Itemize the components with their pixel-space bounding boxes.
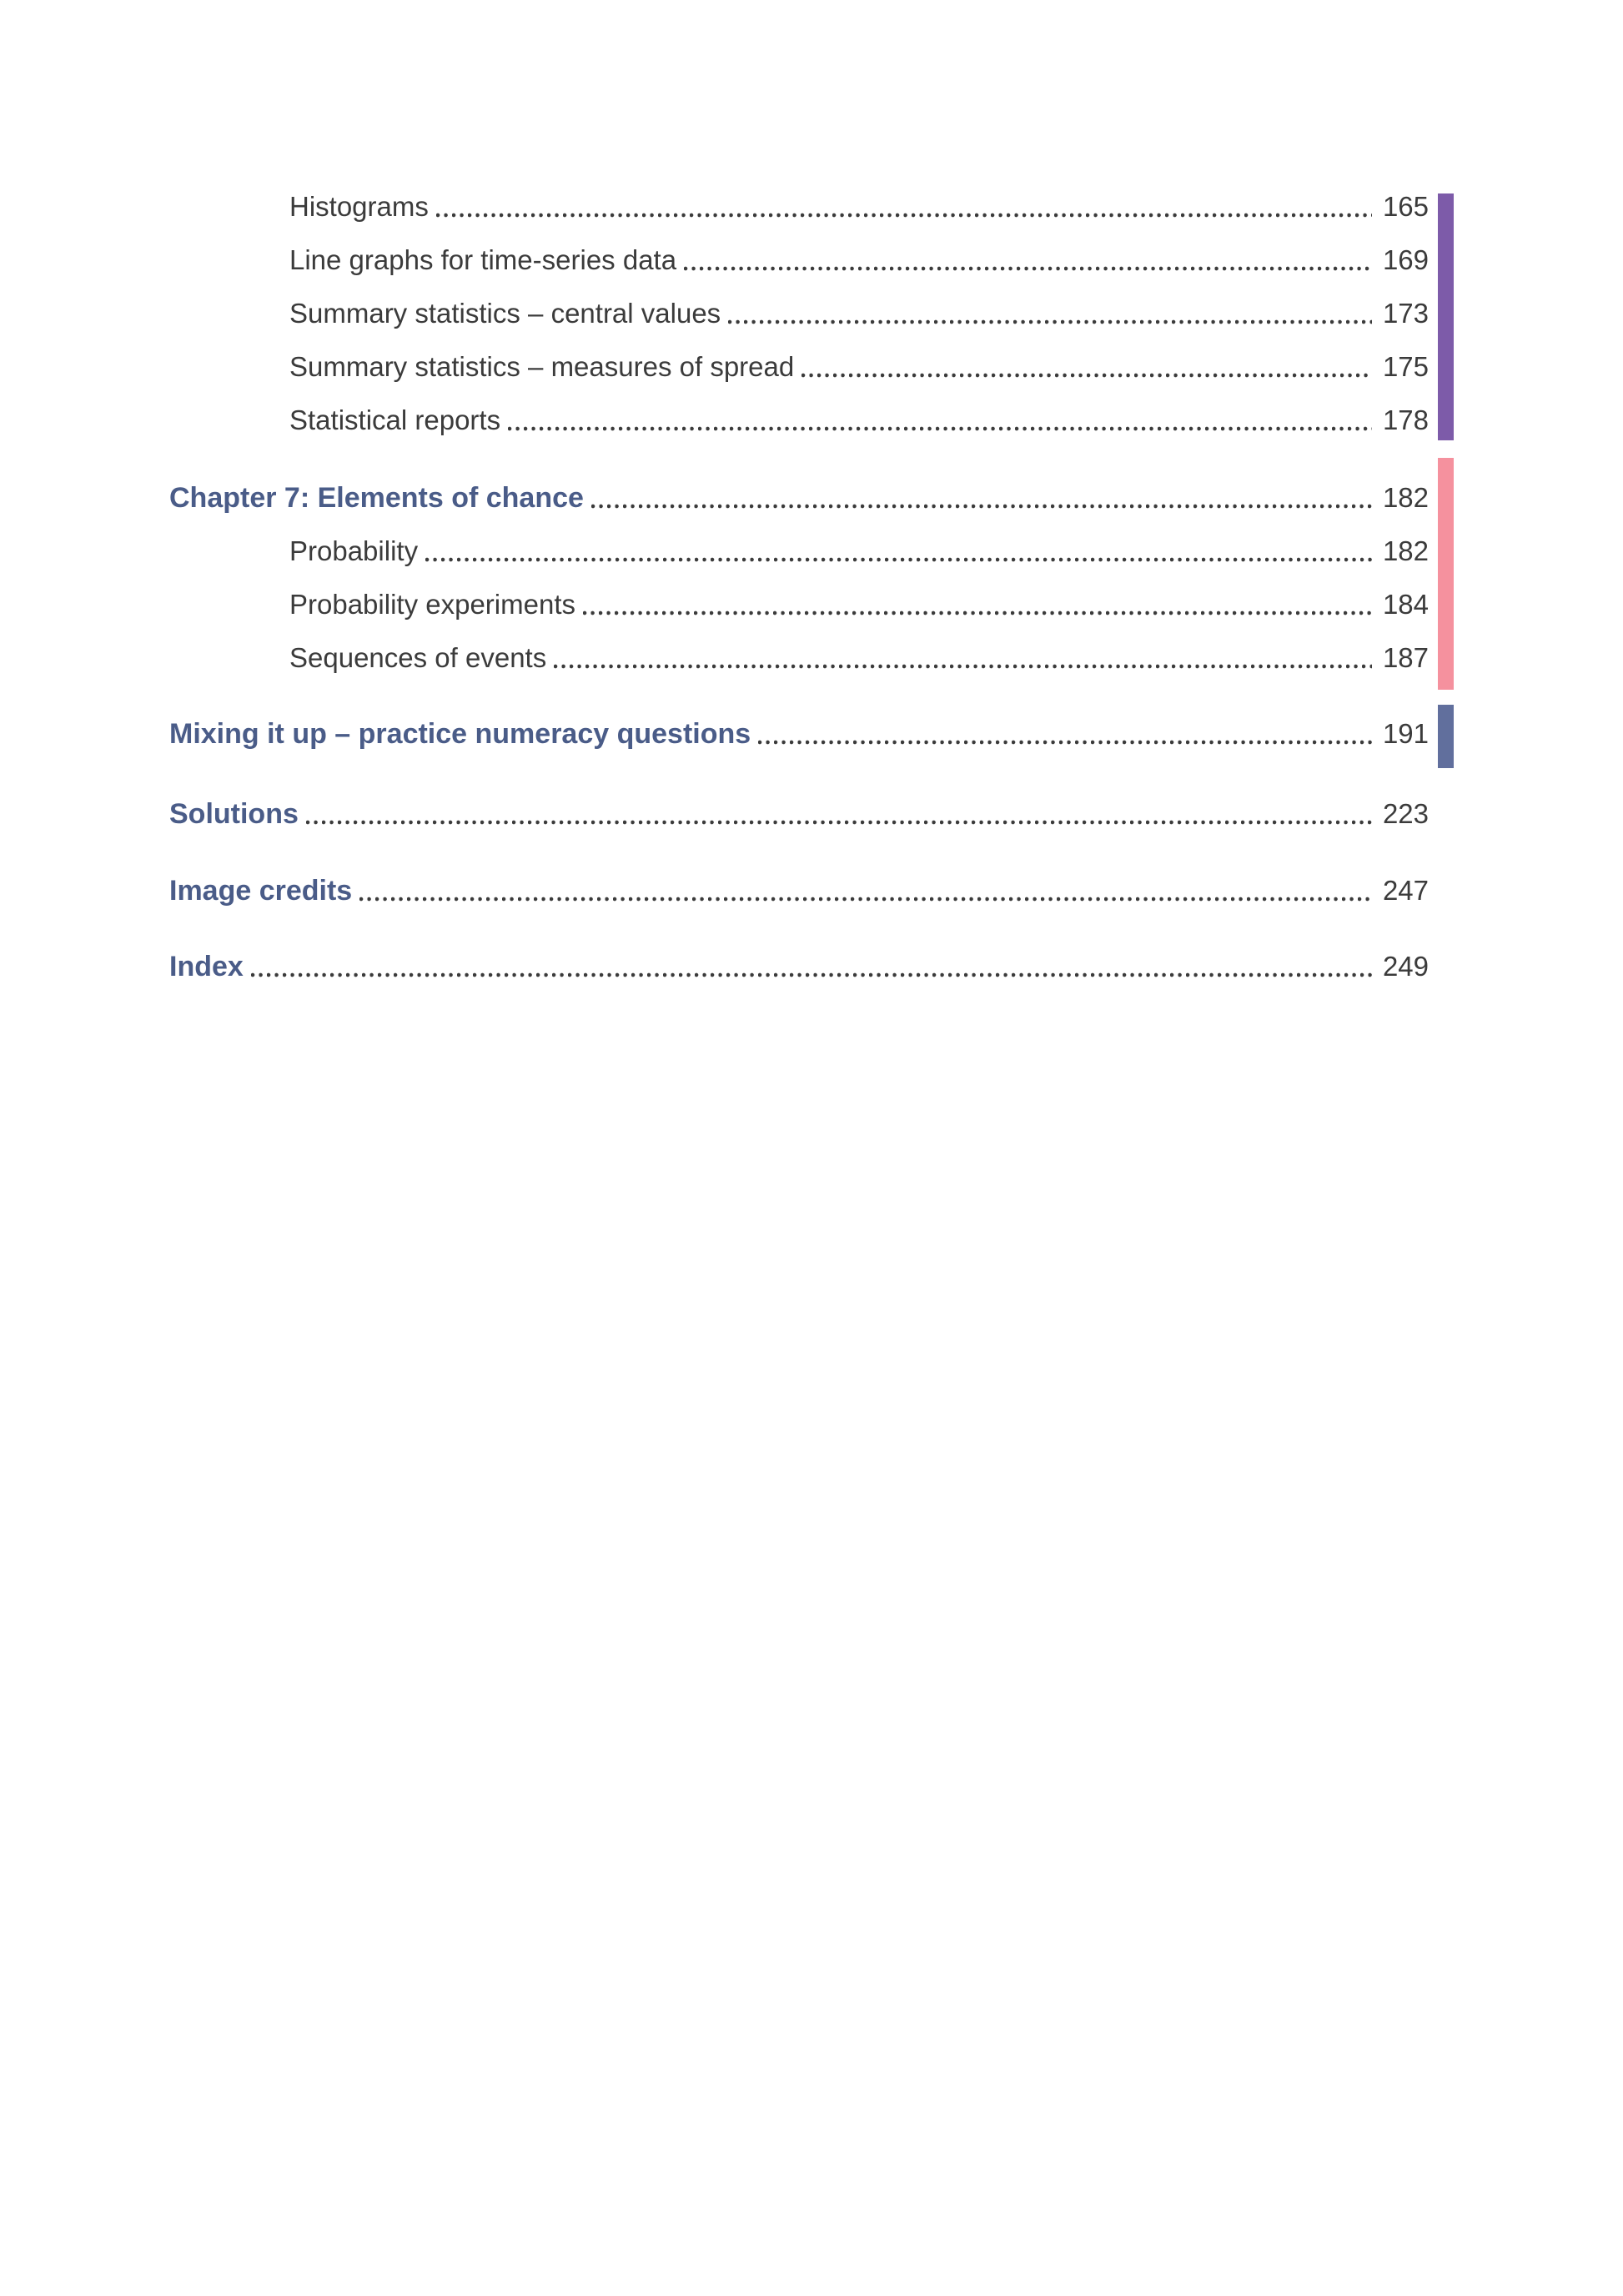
toc-entry-label: Probability: [289, 535, 419, 566]
toc-entry: [169, 578, 1429, 631]
toc-section-heading-label: Index: [169, 951, 244, 982]
toc-section-heading-label: Image credits: [169, 875, 353, 907]
toc-page-number: 182: [1382, 482, 1429, 513]
toc-group-image-credits: [169, 864, 1429, 917]
toc-page-number: 249: [1382, 951, 1429, 982]
toc-section-heading: [169, 707, 1429, 761]
toc-entry-label: Probability experiments: [289, 589, 575, 620]
dot-leader: [728, 319, 1372, 325]
toc-entry-label: Summary statistics – measures of spread: [289, 351, 795, 382]
toc-entry-label: Sequences of events: [289, 642, 547, 673]
toc-entry: [169, 525, 1429, 578]
toc-page-number: 175: [1382, 351, 1429, 382]
toc-page-number: 165: [1382, 191, 1429, 222]
dot-leader: [251, 972, 1372, 978]
toc-group-chapter-7: [169, 471, 1429, 685]
dot-leader: [758, 739, 1372, 746]
toc-group-mixing-it-up: [169, 707, 1429, 761]
toc-entry: [169, 340, 1429, 394]
toc-entry: [169, 180, 1429, 234]
toc-group-solutions: [169, 787, 1429, 841]
toc-section-heading: [169, 787, 1429, 841]
toc-section-heading: [169, 940, 1429, 993]
toc-section-heading-label: Solutions: [169, 798, 299, 830]
dot-leader: [425, 556, 1372, 563]
dot-leader: [684, 265, 1372, 272]
dot-leader: [306, 819, 1372, 826]
section-bar-chapter-7: [1438, 458, 1454, 690]
toc-chapter-heading-label: Chapter 7: Elements of chance: [169, 482, 584, 514]
toc-entry-label: Histograms: [289, 191, 429, 222]
section-bar-statistics: [1438, 193, 1454, 440]
toc-entry: [169, 631, 1429, 685]
toc-page-number: 247: [1382, 875, 1429, 906]
toc-page-number: 223: [1382, 798, 1429, 829]
dot-leader: [554, 663, 1372, 670]
toc-entry: [169, 234, 1429, 287]
toc-entry-label: Line graphs for time-series data: [289, 244, 677, 275]
section-bar-mixing-it-up: [1438, 705, 1454, 768]
dot-leader: [591, 503, 1372, 510]
toc-group-statistics: [169, 180, 1429, 447]
toc-entry: [169, 287, 1429, 340]
toc-page-number: 173: [1382, 298, 1429, 329]
dot-leader: [508, 425, 1372, 432]
toc-chapter-heading: [169, 471, 1429, 525]
dot-leader: [436, 212, 1372, 219]
dot-leader: [359, 896, 1372, 902]
toc-page-number: 187: [1382, 642, 1429, 673]
toc-page-number: 178: [1382, 404, 1429, 435]
toc-entry-label: Summary statistics – central values: [289, 298, 721, 329]
toc-page-number: 184: [1382, 589, 1429, 620]
toc-entry: [169, 394, 1429, 447]
toc-page-number: 182: [1382, 535, 1429, 566]
toc-page-number: 191: [1382, 718, 1429, 749]
toc-group-index: [169, 940, 1429, 993]
dot-leader: [583, 610, 1372, 616]
dot-leader: [801, 372, 1372, 379]
toc-page-number: 169: [1382, 244, 1429, 275]
toc-section-heading: [169, 864, 1429, 917]
toc-section-heading-label: Mixing it up – practice numeracy questions: [169, 718, 751, 750]
toc-entry-label: Statistical reports: [289, 404, 501, 435]
